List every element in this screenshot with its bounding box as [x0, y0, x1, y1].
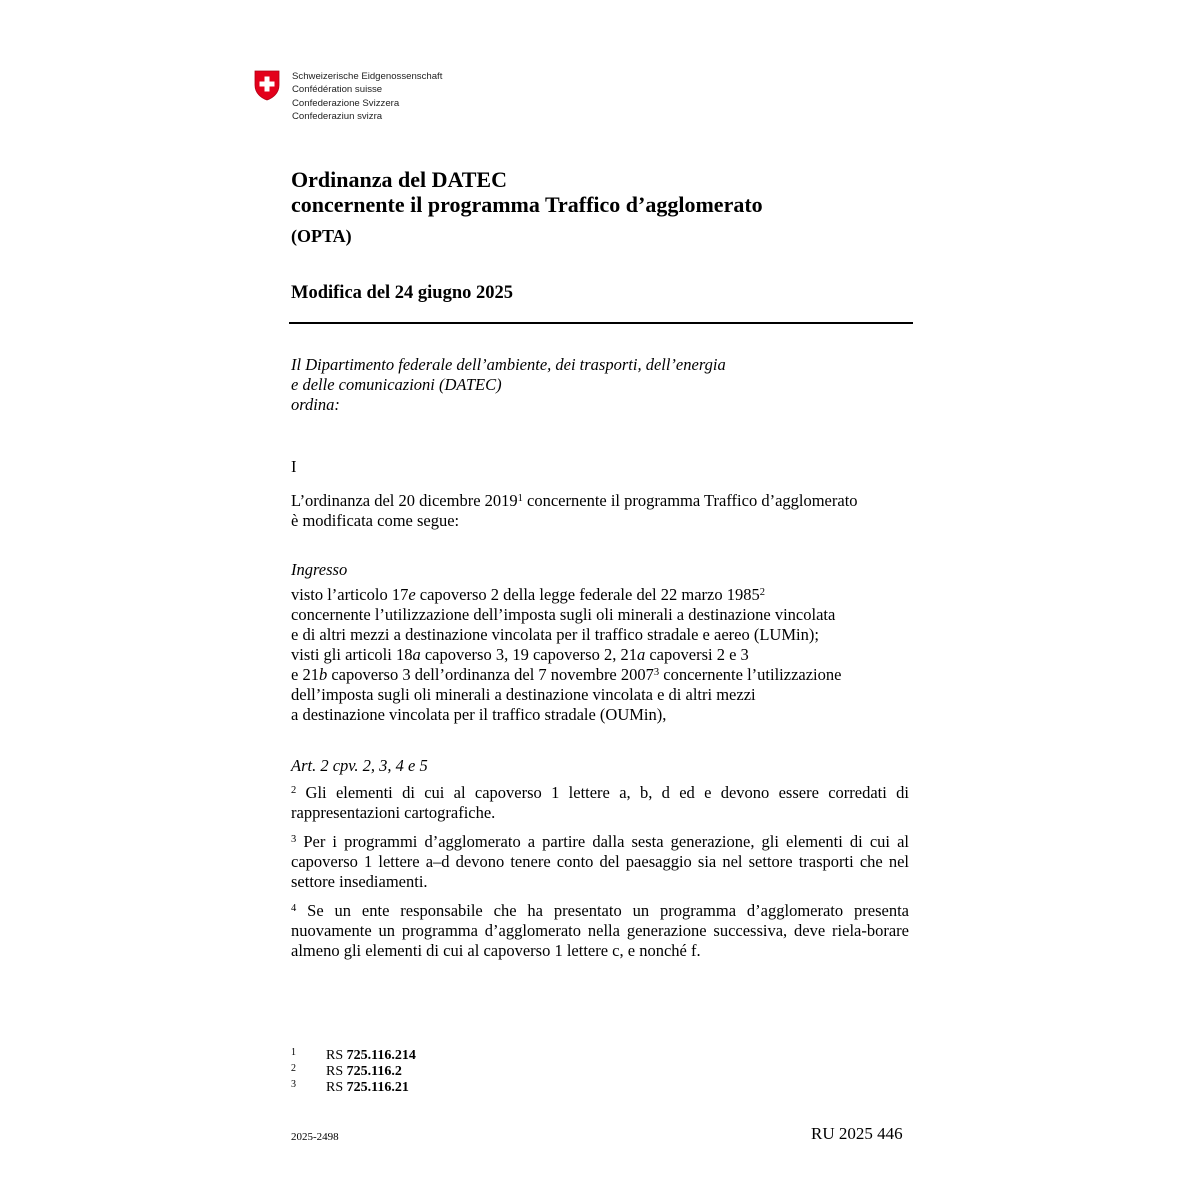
enacting-authority [291, 355, 726, 415]
ingresso-line-5: e 21b capoverso 3 dell’ordinanza del 7 novembre 2007$^3$ concernente l’utilizzazione [291, 665, 842, 684]
ingresso-line-2: concernente l’utilizzazione dell’imposta sugli oli minerali a destinazione vincolata [291, 605, 836, 624]
swiss-cross-icon [253, 70, 281, 101]
footnote-ref-1[interactable]: 1 [517, 493, 523, 504]
article-paragraph-3: $^3$ Per i programmi d’agglomerato a partire dalla sesta generazione, gli elementi di cui al capoverso 1 lettere a–d devono tenere conto del paesaggio sia nel settore trasporti che nel settore insediamenti. [291, 832, 909, 891]
article-heading: Art. 2 cpv. 2, 3, 4 e 5 [291, 756, 428, 775]
footnote-ref-3[interactable]: 3 [653, 667, 660, 678]
footnote-link-3[interactable]: 725.116.21 [346, 1080, 409, 1095]
confederation-rm: Confederaziun svizra [292, 111, 383, 123]
section-number: I [291, 457, 297, 476]
p1-line-1: L’ordinanza del 20 dicembre 2019$^1$ concernente il programma Traffico d’agglomerato [291, 491, 858, 510]
official-compilation-ref: RU 2025 446 [811, 1124, 903, 1143]
p1-line-2: è modificata come segue: [291, 511, 460, 530]
ingresso-text [291, 585, 911, 725]
ingresso-line-3: e di altri mezzi a destinazione vincolata per il traffico stradale e aereo (LUMin); [291, 625, 819, 644]
ingresso-heading: Ingresso [291, 560, 348, 579]
confederation-names [292, 70, 442, 124]
title-line-2: concernente il programma Traffico d’agglomerato [291, 192, 763, 217]
ingresso-line-1: visto l’articolo 17e capoverso 2 della legge federale del 22 marzo 1985$^2$ [291, 585, 765, 604]
confederation-de: Schweizerische Eidgenossenschaft [292, 71, 443, 82]
title-divider [289, 322, 913, 324]
ingresso-line-6: dell’imposta sugli oli minerali a destinazione vincolata e di altri mezzi [291, 685, 756, 704]
title-line-1: Ordinanza del DATEC [291, 167, 507, 192]
intro-line-1: Il Dipartimento federale dell’ambiente, dei trasporti, dell’energia [291, 355, 726, 374]
intro-line-2: e delle comunicazioni (DATEC) [291, 375, 502, 394]
confederation-it: Confederazione Svizzera [292, 97, 400, 109]
confederation-fr: Confédération suisse [292, 84, 383, 96]
footnote-link-1[interactable]: 725.116.214 [346, 1048, 416, 1063]
ingresso-line-7: a destinazione vincolata per il traffico stradale (OUMin), [291, 705, 667, 724]
amendment-date: Modifica del 24 giugno 2025 [291, 283, 514, 303]
article-paragraph-4: $^4$ Se un ente responsabile che ha presentato un programma d’agglomerato presenta nuovamente un programma d’agglomerato nella generazione successiva, deve riela-borare almeno gli elementi di cui al capoverso 1 lettere c, e nonché f. [291, 901, 909, 960]
intro-line-3: ordina: [291, 395, 340, 414]
footnote-ref-2[interactable]: 2 [759, 587, 765, 598]
ingresso-line-4: visti gli articoli 18a capoverso 3, 19 capoverso 2, 21a capoversi 2 e 3 [291, 645, 749, 664]
document-title [291, 167, 763, 217]
footnote-link-2[interactable]: 725.116.2 [346, 1064, 402, 1079]
amendment-statement [291, 491, 909, 531]
document-number: 2025-2498 [291, 1131, 339, 1143]
title-abbreviation: (OPTA) [291, 226, 352, 246]
article-paragraph-2: $^2$ Gli elementi di cui al capoverso 1 lettere a, b, d ed e devono essere corredati di rappresentazioni cartografiche. [291, 783, 909, 822]
